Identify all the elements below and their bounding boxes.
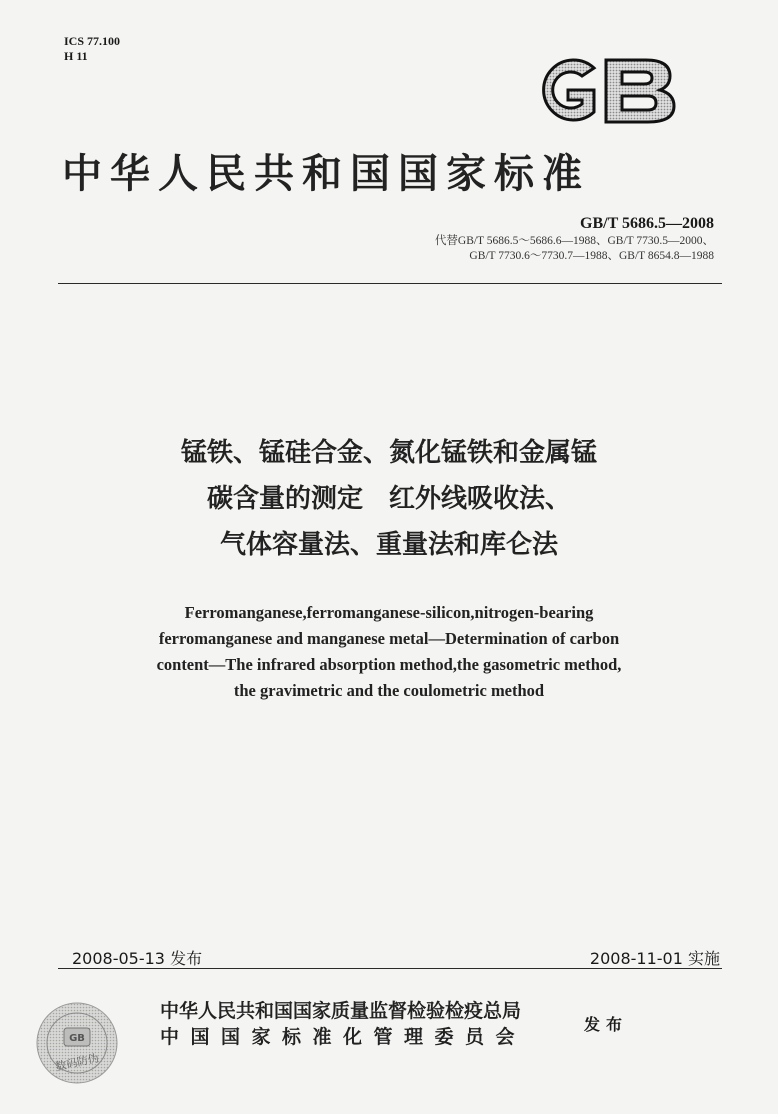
gb-logo-icon	[528, 54, 678, 128]
issue-action: 发布	[584, 1015, 629, 1034]
chinese-title-line1: 锰铁、锰硅合金、氮化锰铁和金属锰	[180, 438, 597, 468]
issuer-sac: 中国国家标准化管理委员会	[160, 1026, 527, 1048]
english-title-line4: the gravimetric and the coulometric method	[233, 681, 545, 700]
issuer-aqsiq: 中华人民共和国国家质量监督检验检疫总局	[160, 1000, 522, 1022]
gb-logo	[528, 54, 678, 132]
ics-code: ICS 77.100	[64, 34, 121, 48]
implementation-date: 2008-11-01 实施	[589, 949, 720, 968]
header-divider	[58, 283, 722, 284]
chinese-title-line3: 气体容量法、重量法和库仑法	[219, 530, 558, 560]
svg-text:GB: GB	[69, 1033, 85, 1044]
replaced-standards	[435, 234, 714, 264]
seal-label: 数码防伪	[54, 1051, 100, 1074]
replaced-standards-line1: 代替GB/T 5686.5～5686.6—1988、GB/T 7730.5—2000、	[434, 235, 714, 247]
chinese-title-line2: 碳含量的测定 红外线吸收法、	[206, 484, 571, 514]
english-title	[60, 600, 718, 704]
english-title-line3: content—The infrared absorption method,the gasometric method,	[156, 655, 622, 674]
replaced-standards-line2: GB/T 7730.6～7730.7—1988、GB/T 8654.8—1988	[469, 250, 714, 262]
standard-code: GB/T 5686.5—2008	[580, 215, 714, 232]
classification-codes	[64, 34, 120, 64]
issue-date: 2008-05-13 发布	[72, 949, 203, 968]
anti-counterfeit-seal	[34, 1000, 120, 1090]
standard-type-heading: 中华人民共和国国家标准	[62, 151, 590, 197]
ccs-code: H 11	[64, 49, 88, 63]
english-title-line2: ferromanganese and manganese metal—Determination of carbon	[158, 629, 620, 648]
issuing-authorities	[160, 998, 526, 1050]
chinese-title	[60, 430, 718, 568]
english-title-line1: Ferromanganese,ferromanganese-silicon,nitrogen-bearing	[184, 603, 594, 622]
